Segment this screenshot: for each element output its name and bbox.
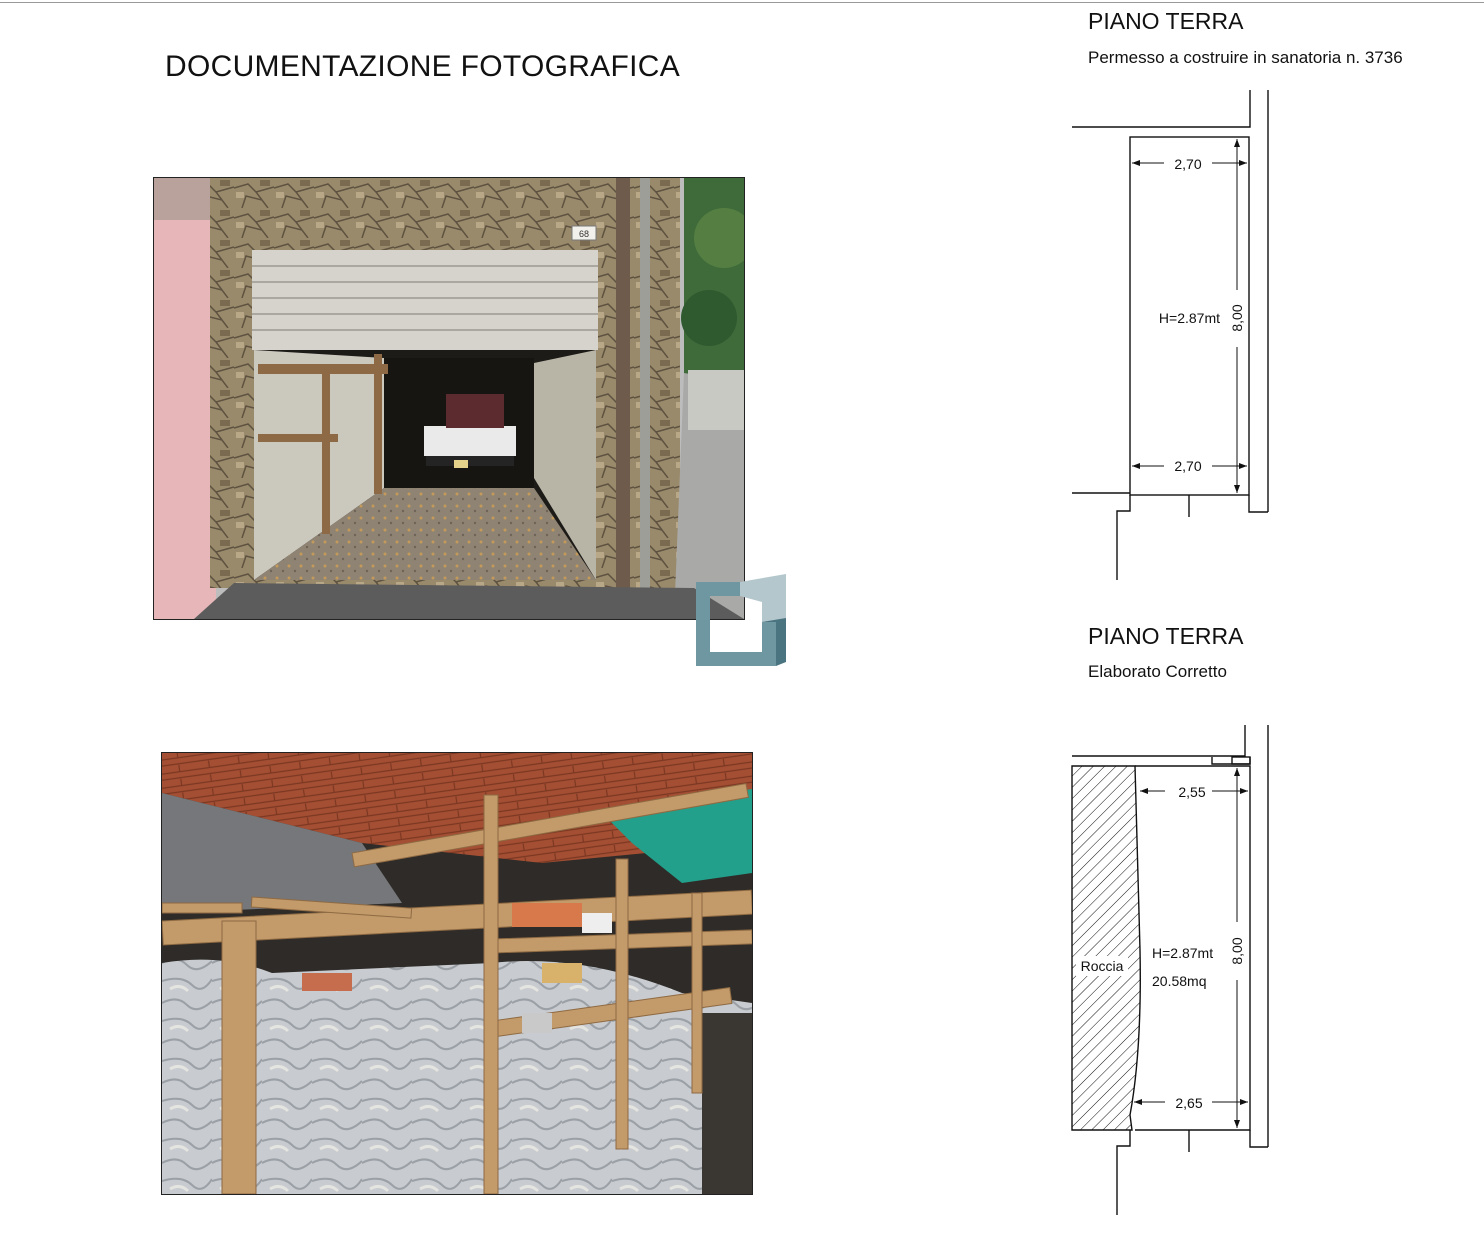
dim-width-top: 2,70 (1174, 156, 1202, 172)
rock-label: Roccia (1080, 958, 1124, 974)
house-number-badge: 68 (578, 229, 590, 239)
plan-permesso-subheading: Permesso a costruire in sanatoria n. 3736 (1088, 48, 1403, 67)
photo-garage-interior (161, 752, 753, 1195)
dim-width-bottom: 2,70 (1174, 458, 1202, 474)
top-rule (0, 2, 1484, 3)
dim-length: 8,00 (1229, 937, 1245, 965)
pink-wall (154, 178, 216, 619)
photo-garage-entrance (153, 177, 745, 620)
rock-hatch (1072, 766, 1140, 1130)
dim-width-top: 2,55 (1178, 784, 1206, 800)
dim-length: 8,00 (1229, 304, 1245, 332)
watermark-logo-icon (692, 572, 788, 668)
plan-corretto-subheading: Elaborato Corretto (1088, 662, 1227, 681)
plan-corretto-heading: PIANO TERRA (1088, 623, 1244, 649)
area-label: 20.58mq (1152, 973, 1207, 989)
document-title: DOCUMENTAZIONE FOTOGRAFICA (165, 50, 681, 83)
height-label: H=2.87mt (1152, 945, 1214, 961)
plan-permesso-heading: PIANO TERRA (1088, 8, 1244, 34)
truck (424, 426, 516, 456)
floor-plan-permesso (1060, 85, 1290, 585)
dim-width-bottom: 2,65 (1175, 1095, 1203, 1111)
height-label: H=2.87mt (1158, 310, 1220, 326)
floor-plan-corretto (1060, 720, 1290, 1220)
